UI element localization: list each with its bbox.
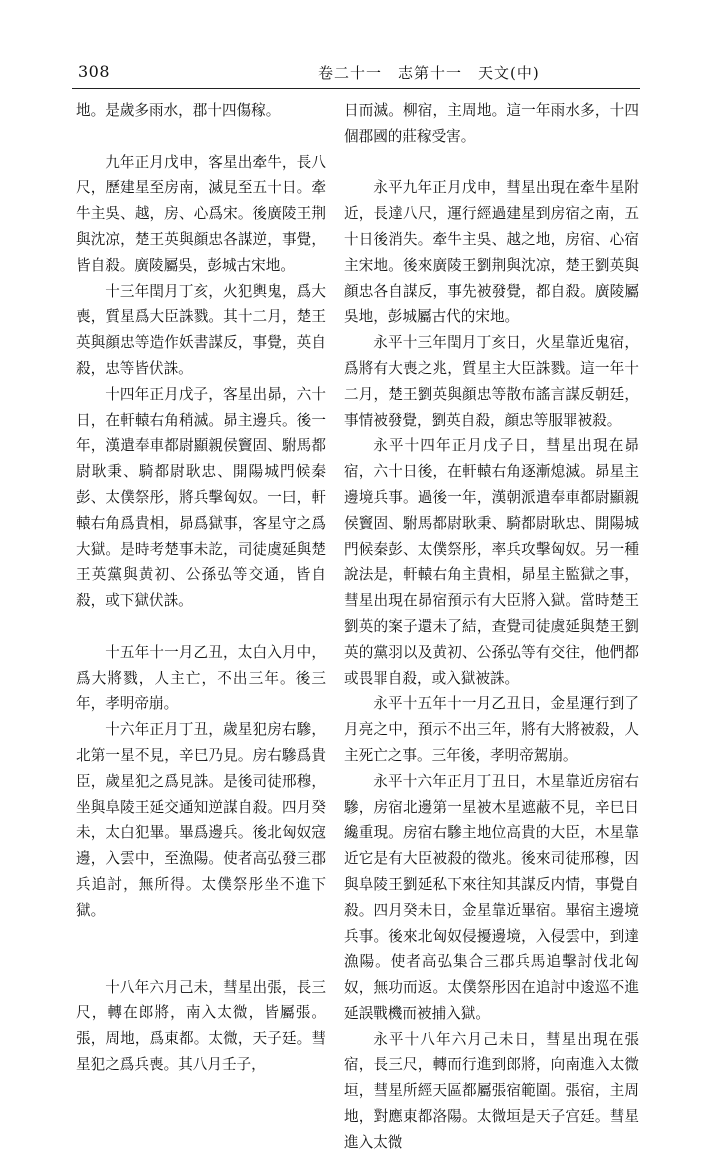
right-column (344, 98, 639, 1156)
classical-text-paragraph: 十八年六月己未，彗星出張，長三尺，轉在郎將，南入太微，皆屬張。張，周地，爲東都。太微，天子廷。彗星犯之爲兵喪。其八月壬子， (76, 978, 326, 1073)
translation-paragraph: 永平十八年六月己未日，彗星出現在張宿，長三尺，轉而行進到郎將，向南進入太微垣，彗星所經天區都屬張宿範圍。張宿，主周地，對應東都洛陽。太微垣是天子宫廷。彗星進入太微 (344, 1030, 639, 1151)
translation-paragraph: 永平十四年正月戊子日，彗星出現在昴宿，六十日後，在軒轅右角逐漸熄滅。昴星主邊境兵事。過後一年，漢朝派遣奉車都尉顯親侯竇固、駙馬都尉耿秉、騎都尉耿忠、開陽城門候秦彭、太僕祭彤，率兵攻擊匈奴。另一種說法是，軒轅右角主貴相，昴星主監獄之事，彗星出現在昴宿預示有大臣將入獄。當時楚王劉英的案子還未了結，查覺司徒虞延與楚王劉英的黨羽以及黄初、公孫弘等有交往，他們都或畏罪自殺，或入獄被誅。 (344, 437, 639, 687)
running-title: 卷二十一 志第十一 天文(中) (318, 64, 540, 82)
translation-paragraph: 永平九年正月戊申，彗星出現在牽牛星附近，長達八尺，運行經過建星到房宿之南，五十日後消失。牽牛主吳、越之地，房宿、心宿主宋地。後來廣陵王劉荆與沈凉，楚王劉英與顔忠各自謀反，事先被發覺，都自殺。廣陵屬吳地，彭城屬古代的宋地。 (344, 179, 639, 326)
page-number: 308 (78, 62, 111, 81)
left-column (76, 98, 326, 1078)
translation-paragraph: 永平十五年十一月乙丑日，金星運行到了月亮之中，預示不出三年，將有大將被殺，人主死亡之事。三年後，孝明帝駕崩。 (344, 695, 639, 764)
header-rule (72, 88, 640, 89)
classical-text-paragraph: 九年正月戊申，客星出牽牛，長八尺，歷建星至房南，滅見至五十日。牽牛主吳、越，房、心爲宋。後廣陵王荆與沈凉，楚王英與顔忠各謀逆，事覺，皆自殺。廣陵屬吳，彭城古宋地。 (76, 153, 326, 274)
classical-text-paragraph: 十三年閏月丁亥，火犯輿鬼，爲大喪，質星爲大臣誅戮。其十二月，楚王英與顔忠等造作妖書謀反，事覺，英自殺，忠等皆伏誅。 (76, 282, 326, 377)
translation-paragraph: 永平十三年閏月丁亥日，火星靠近鬼宿，爲將有大喪之兆，質星主大臣誅戮。這一年十二月，楚王劉英與顔忠等散布謠言謀反朝廷，事情被發覺，劉英自殺，顔忠等服罪被殺。 (344, 334, 639, 429)
classical-text-paragraph: 地。是歲多雨水，郡十四傷稼。 (76, 102, 281, 119)
classical-text-paragraph: 十六年正月丁丑，歲星犯房右驂，北第一星不見，辛巳乃見。房右驂爲貴臣，歲星犯之爲見誅。是後司徒邢穆，坐與阜陵王延交通知逆謀自殺。四月癸未，太白犯畢。畢爲邊兵。後北匈奴寇邊，入雲中，至漁陽。使者高弘發三郡兵追討，無所得。太僕祭彤坐不進下獄。 (76, 721, 326, 919)
translation-paragraph: 永平十六年正月丁丑日，木星靠近房宿右驂，房宿北邊第一星被木星遮蔽不見，辛巳日纔重現。房宿右驂主地位高貴的大臣，木星靠近它是有大臣被殺的徵兆。後來司徒邢穆，因與阜陵王劉延私下來往知其謀反内情，事覺自殺。四月癸未日，金星靠近畢宿。畢宿主邊境兵事。後來北匈奴侵擾邊境，入侵雲中，到達漁陽。使者高弘集合三郡兵馬追擊討伐北匈奴，無功而返。太僕祭彤因在追討中逡巡不進延誤戰機而被捕入獄。 (344, 772, 639, 1022)
translation-paragraph: 日而滅。柳宿，主周地。這一年雨水多，十四個郡國的莊稼受害。 (344, 102, 639, 145)
classical-text-paragraph: 十五年十一月乙丑，太白入月中，爲大將戮，人主亡，不出三年。後三年，孝明帝崩。 (76, 643, 326, 713)
classical-text-paragraph: 十四年正月戊子，客星出昴，六十日，在軒轅右角稍滅。昴主邊兵。後一年，漢遣奉車都尉顯親侯竇固、駙馬都尉耿秉、騎都尉耿忠、開陽城門候秦彭、太僕祭彤，將兵擊匈奴。一曰，軒轅右角爲貴相，昴爲獄事，客星守之爲大獄。是時考楚事未訖，司徒虞延與楚王英黨與黄初、公孫弘等交通，皆自殺，或下獄伏誅。 (76, 385, 326, 610)
